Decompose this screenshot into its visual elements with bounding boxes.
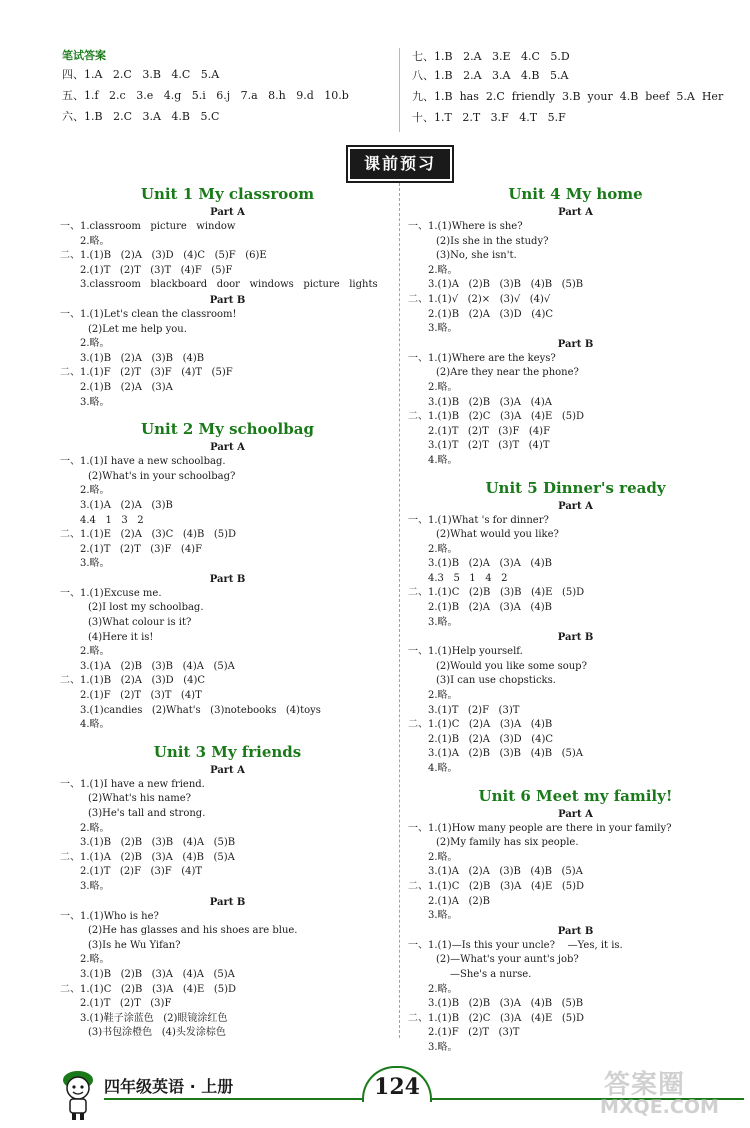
unit-gap [60,410,395,418]
page-footer [0,1060,750,1128]
unit-title: Unit 5 Dinner's ready [485,478,666,497]
answer-line: (2)Would you like some soup? [436,660,587,672]
top-divider [399,48,400,132]
answer-line: 3.略。 [428,1041,458,1053]
answer-line: 一、1.(1)—Is this your uncle? —Yes, it is. [408,939,623,951]
page-number: 124 [362,1066,432,1102]
answer-line: 2.略。 [428,264,458,276]
unit-gap [408,469,743,477]
part-label: Part B [209,896,246,908]
answer-line: 3.(1)B (2)A (3)A (4)B [428,558,552,570]
answer-line: 二、1.(1)B (2)C (3)A (4)E (5)D [408,411,585,423]
answer-line: (3)书包涂橙色 (4)头发涂棕色 [88,1027,226,1039]
answer-line: 3.(1)A (2)B (3)B (4)A (5)A [80,660,235,672]
part-label: Part B [209,294,246,306]
answer-line: 4.略。 [80,719,110,731]
answer-line: 二、1.(1)C (2)B (3)A (4)E (5)D [60,983,237,995]
part-label: Part A [210,442,245,454]
answer-line: 3.略。 [428,910,458,922]
answer-line: 一、1.(1)Where is she? [408,221,523,232]
answer-line: 九、1.B has 2.C friendly 3.B your 4.B beef 5.A Her [412,90,724,103]
answer-line: 3.classroom blackboard door windows picture lights [80,279,378,291]
answer-line: 3.略。 [80,880,110,892]
answer-line: 2.(1)B (2)A (3)A (4)B [428,602,552,614]
answer-line: 二、1.(1)C (2)B (3)B (4)E (5)D [408,587,585,599]
answer-line: 2.(1)T (2)T (3)F [80,998,172,1010]
answer-line: 3.(1)A (2)A (3)B [80,499,173,511]
answer-line: 一、1.(1)How many people are there in your family? [408,822,672,834]
answer-line: (2)My family has six people. [436,837,579,849]
unit-title: Unit 1 My classroom [140,185,315,203]
answer-line: 3.(1)T (2)T (3)T (4)T [428,440,550,452]
answer-line: (3)I can use chopsticks. [436,675,556,687]
section-banner: 课前预习 [348,147,452,181]
answer-line: 3.(1)A (2)B (3)B (4)B (5)A [428,748,583,760]
answer-line: (2)—What's your aunt's job? [436,954,579,966]
answer-line: 3.(1)A (2)A (3)B (4)B (5)A [428,866,583,878]
answer-line: 二、1.(1)C (2)A (3)A (4)B [408,719,553,731]
answer-line: 一、1.(1)Who is he? [60,910,159,922]
answer-line: (2)What would you like? [436,529,559,541]
answer-line: 五、1.f 2.c 3.e 4.g 5.i 6.j 7.a 8.h 9.d 10.b [62,89,349,102]
answer-line: 八、1.B 2.A 3.A 4.B 5.A [412,69,569,82]
answer-line: 3.略。 [80,396,110,408]
unit-title: Unit 4 My home [508,185,643,203]
part-label: Part B [557,925,594,937]
part-label: Part A [210,764,245,776]
answer-line: 2.(1)F (2)T (3)T [428,1027,520,1039]
written-answers-header: 笔试答案 [62,49,106,62]
written-answers-right [412,48,742,128]
answer-line: 2.略。 [80,338,110,350]
answer-line: 二、1.(1)B (2)A (3)D (4)C (5)F (6)E [60,250,267,262]
unit-title: Unit 6 Meet my family! [478,786,673,805]
answer-line: 3.(1)B (2)B (3)A (4)A (5)A [80,968,235,980]
answer-line: (4)Here it is! [88,631,154,643]
unit-title: Unit 3 My friends [153,742,302,761]
answer-line: 十、1.T 2.T 3.F 4.T 5.F [412,111,566,124]
part-label: Part A [558,500,593,512]
answer-line: 2.略。 [80,954,110,966]
answer-line: 3.(1)T (2)F (3)T [428,704,520,716]
answer-line: 2.略。 [428,543,458,555]
answer-line: 二、1.(1)E (2)A (3)C (4)B (5)D [60,529,237,541]
answer-line: 3.(1)candies (2)What's (3)notebooks (4)toys [80,704,321,716]
answer-line: 一、1.(1)Excuse me. [60,587,162,599]
answer-line: 2.(1)T (2)F (3)F (4)T [80,866,203,878]
answer-line: (3)What colour is it? [88,617,192,629]
answer-line: 二、1.(1)B (2)A (3)D (4)C [60,675,206,687]
part-label: Part A [558,207,593,218]
answer-line: 3.(1)B (2)B (3)B (4)A (5)B [80,837,236,849]
answer-line: (2)What's his name? [88,793,192,805]
answer-line: 二、1.(1)C (2)B (3)A (4)E (5)D [408,880,585,892]
answer-line: 3.略。 [428,616,458,628]
answer-line: 3.(1)B (2)B (3)A (4)B (5)B [428,998,584,1010]
answer-line: 2.(1)A (2)B [428,895,490,907]
part-label: Part B [557,632,594,644]
answer-line: 二、1.(1)√ (2)× (3)√ (4)√ [408,293,551,305]
answer-line: 一、1.(1)I have a new friend. [60,778,205,790]
answer-line: (3)No, she isn't. [436,250,517,262]
mascot-icon [58,1066,98,1122]
answer-line: 2.(1)T (2)T (3)F (4)F [428,425,551,437]
answer-line: 2.(1)T (2)T (3)T (4)F (5)F [80,264,233,276]
answer-line: 二、1.(1)F (2)T (3)F (4)T (5)F [60,367,233,379]
book-title: 四年级英语 · 上册 [104,1077,234,1096]
answer-line: 2.(1)B (2)A (3)D (4)C [428,733,554,745]
answer-line: 4.略。 [428,454,458,466]
answer-line: 一、1.(1)I have a new schoolbag. [60,456,226,468]
answer-line: 六、1.B 2.C 3.A 4.B 5.C [62,110,220,123]
answer-line: 2.(1)B (2)A (3)A [80,381,173,393]
answer-line: 2.略。 [80,646,110,658]
answer-line: 2.略。 [428,851,458,863]
answer-line: 一、1.classroom picture window [60,221,236,232]
part-label: Part B [209,573,246,585]
column-divider [399,183,400,1038]
right-column [408,183,743,1056]
answer-line: (2)I lost my schoolbag. [88,602,204,614]
answer-line: (2)Let me help you. [88,323,187,335]
answer-line: (3)He's tall and strong. [88,808,206,819]
answer-line: 3.略。 [428,323,458,335]
answer-line: 一、1.(1)Help yourself. [408,646,523,658]
answer-line: (2)What's in your schoolbag? [88,470,236,482]
part-label: Part B [557,338,594,350]
answer-line: 一、1.(1)Let's clean the classroom! [60,308,237,320]
answer-line: (2)Are they near the phone? [436,367,579,379]
part-label: Part A [210,207,245,218]
answer-line: 3.略。 [80,558,110,570]
answer-line: 2.略。 [428,690,458,702]
answer-line: 4.略。 [428,763,458,774]
answer-line: 2.(1)F (2)T (3)T (4)T [80,690,202,702]
unit-title: Unit 2 My schoolbag [141,420,314,439]
answer-line: 4.3 5 1 4 2 [428,572,508,584]
answer-line: 2.(1)T (2)T (3)F (4)F [80,543,203,555]
answer-line: 七、1.B 2.A 3.E 4.C 5.D [412,50,570,63]
answer-line: 3.(1)A (2)B (3)B (4)B (5)B [428,279,584,291]
answer-line: (3)Is he Wu Yifan? [88,939,181,951]
answer-line: 2.(1)B (2)A (3)D (4)C [428,308,554,320]
answer-line: 2.略。 [80,235,110,247]
written-answers-left [62,48,382,127]
answer-line: (2)He has glasses and his shoes are blue. [88,925,298,937]
answer-line: 4.4 1 3 2 [80,514,144,526]
answer-line: 3.(1)鞋子涂蓝色 (2)眼镜涂红色 [80,1012,228,1024]
answer-line: 一、1.(1)Where are the keys? [408,352,556,364]
answer-line: 2.略。 [428,381,458,393]
part-label: Part A [558,808,593,820]
answer-line: 2.略。 [80,485,110,497]
answer-line: 二、1.(1)B (2)C (3)A (4)E (5)D [408,1012,585,1024]
answer-line: 一、1.(1)What 's for dinner? [408,514,549,526]
answer-line: 2.略。 [428,983,458,995]
answer-line: 3.(1)B (2)A (3)B (4)B [80,352,205,364]
answer-line: 四、1.A 2.C 3.B 4.C 5.A [62,68,220,81]
unit-gap [408,777,743,785]
answer-line: 二、1.(1)A (2)B (3)A (4)B (5)A [60,851,235,863]
answer-line: 3.(1)B (2)B (3)A (4)A [428,396,552,408]
unit-gap [60,733,395,741]
watermark-url: MXQE.COM [600,1096,719,1118]
watermark: 答案圈 [604,1070,686,1100]
answer-line: (2)Is she in the study? [436,235,549,247]
left-column [60,183,395,1041]
answer-line: 2.略。 [80,822,110,834]
answer-line: —She's a nurse. [450,968,532,980]
